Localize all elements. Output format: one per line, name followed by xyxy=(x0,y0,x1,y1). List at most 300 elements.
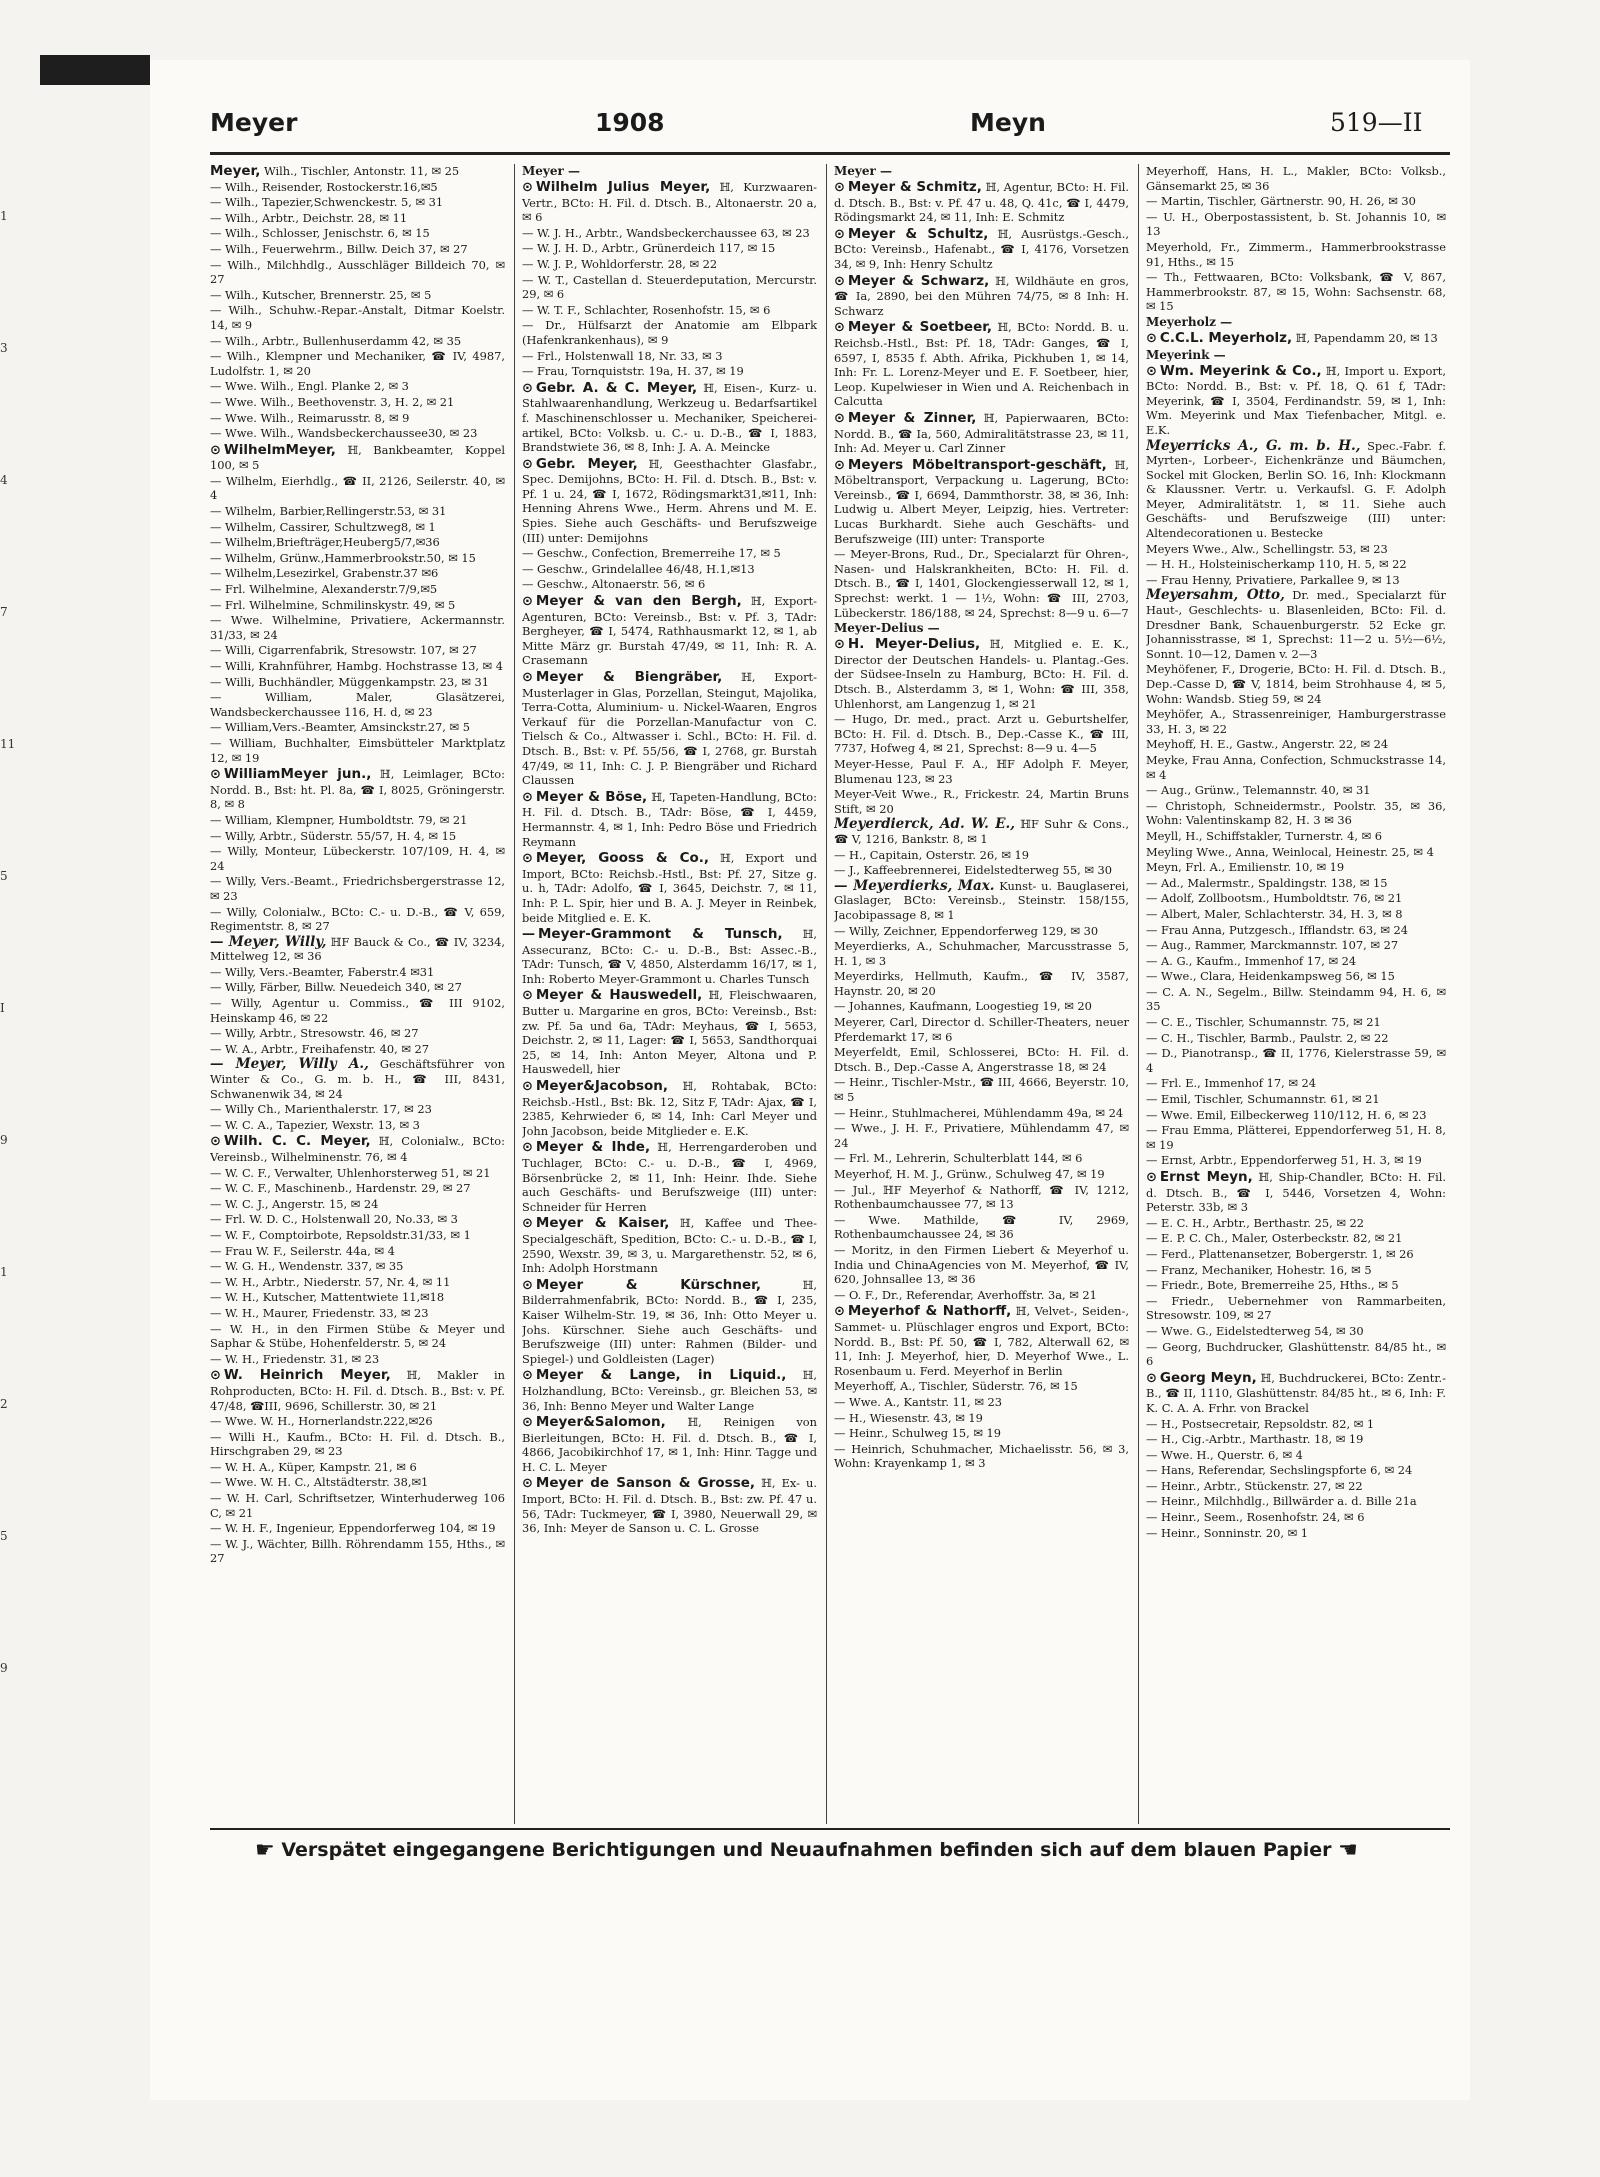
entry-text: ℍF Bauck & Co., ☎ IV, 3234, Mittelweg 12, ✉ 36 xyxy=(210,934,505,964)
entry-text: — Heinr., Arbtr., Stückenstr. 27, ✉ 22 xyxy=(1146,1478,1363,1493)
firm-entry xyxy=(522,927,817,986)
entry-text: — W. H. A., Küper, Kampstr. 21, ✉ 6 xyxy=(210,1459,417,1474)
entry-text: — Wilhelm,Lesezirkel, Grabenstr.37 ✉6 xyxy=(210,566,439,581)
directory-entry xyxy=(1146,860,1446,875)
entry-name: Ernst Meyn, xyxy=(1159,1169,1253,1185)
margin-fragment: I xyxy=(0,1001,5,1015)
entry-text: — W. J. H. D., Arbtr., Grünerdeich 117, ✉ 15 xyxy=(522,241,776,256)
firm-entry xyxy=(210,1368,505,1413)
section-head: Meyerholz — xyxy=(1146,314,1233,329)
entry-text: — W. T. F., Schlachter, Rosenhofstr. 15, ✉ 6 xyxy=(522,302,771,317)
entry-name: WilliamMeyer jun., xyxy=(223,766,372,783)
directory-entry xyxy=(834,1151,1129,1166)
entry-text: Meyn, Frl. A., Emilienstr. 10, ✉ 19 xyxy=(1146,860,1345,875)
firm-entry xyxy=(210,443,505,473)
directory-entry xyxy=(210,643,505,658)
directory-entry xyxy=(1146,1479,1446,1494)
column-divider xyxy=(826,164,827,1824)
directory-entry xyxy=(210,965,505,980)
directory-entry xyxy=(210,1212,505,1227)
entry-text: Kunst- u. Bauglaserei, Glaslager, BCto: Vereinsb., Steinstr. 158/155, Jacobipassage 8, ✉ 1 xyxy=(834,878,1129,922)
entry-text: ℍ, Mitglied e. E. K., Director der Deutschen Handels- u. Plantag.-Ges. der Südsee-Inseln zu Hamburg, BCto: H. Fil. d. Dtsch. B., Alsterdamm 3, ✉ 1, Wohn: ☎ III, 358, Uhlenhorst, am Langenzug 1, ✉ 21 xyxy=(834,637,1129,711)
directory-entry xyxy=(1146,891,1446,906)
entry-text: — W. T., Castellan d. Steuerdeputation, Mercurstr. 29, ✉ 6 xyxy=(522,272,817,302)
directory-entry xyxy=(1146,194,1446,209)
directory-entry xyxy=(210,180,505,195)
directory-entry xyxy=(210,566,505,581)
entry-text: — Wwe. Emil, Eilbeckerweg 110/112, H. 6, ✉ 23 xyxy=(1146,1107,1427,1122)
entry-text: — Willi, Krahnführer, Hambg. Hochstrasse 13, ✉ 4 xyxy=(210,659,503,673)
entry-text: — Willy, Färber, Billw. Neuedeich 340, ✉ 27 xyxy=(210,980,462,995)
entry-text: — Frl. M., Lehrerin, Schulterblatt 144, ✉ 6 xyxy=(834,1151,1083,1166)
entry-text: — Meyer-Brons, Rud., Dr., Specialarzt für Ohren-, Nasen- und Halskrankheiten, BCto: H. Fil. d. Dtsch. B., ☎ I, 1401, Glockengiesserwall 12, ✉ 1, Sprechst: werkt. 1 — 1½, Wohn: ☎ III, 2703, Lübeckerstr. 186/188, ✉ 24, Sprechst: 8—9 u. 6—7 xyxy=(834,547,1129,620)
directory-entry xyxy=(834,863,1129,878)
entry-text: — Wwe. Wilh., Beethovenstr. 3, H. 2, ✉ 21 xyxy=(210,394,455,409)
directory-entry xyxy=(1146,969,1446,984)
entry-text: Dr. med., Specialarzt für Haut-, Geschlechts- u. Blasenleiden, BCto: Fil. d. Dresdner Bank, Schauenburgerstr. 52 Ecke gr. Johannisstrasse, ✉ 1, Sprechst: 11—2 u. 5½—6½, Sonnt. 10—12, Damen v. 2—3 xyxy=(1146,588,1446,661)
entry-text: ℍ, Export und Import, BCto: Reichsb.-Hstl., Bst: Pf. 27, Sitze g. u. h, TAdr: Adolfo, ☎ I, 3645, Deichstr. 7, ✉ 11, Inh: P. L. Spir, hier und B. A. J. Meyer in Reinbek, beide Mitglied e. E. K. xyxy=(522,851,817,925)
header-name-right: Meyn xyxy=(970,108,1046,137)
directory-entry xyxy=(1146,1263,1446,1278)
entry-text: — Frl. E., Immenhof 17, ✉ 24 xyxy=(1146,1076,1317,1091)
entry-name: Meyer, xyxy=(210,164,261,179)
entry-text: — Willy, Monteur, Lübeckerstr. 107/109, H. 4, ✉ 24 xyxy=(210,844,505,873)
firm-mark-icon: ⊙ xyxy=(834,180,845,195)
entry-name: Meyer de Sanson & Grosse, xyxy=(535,1475,756,1492)
directory-entry xyxy=(1146,753,1446,782)
entry-text: — Wilh., Arbtr., Bullenhuserdamm 42, ✉ 35 xyxy=(210,333,462,348)
entry-text: — Heinr., Schulweg 15, ✉ 19 xyxy=(834,1426,1002,1441)
directory-entry xyxy=(210,1166,505,1181)
firm-entry xyxy=(522,988,817,1077)
entry-text: — W. H. Carl, Schriftsetzer, Winterhuderweg 106 C, ✉ 21 xyxy=(210,1491,505,1520)
entry-text: — Wilh., Klempner und Mechaniker, ☎ IV, 4987, Ludolfstr. 1, ✉ 20 xyxy=(210,349,505,378)
entry-text: ℍ, Kaffee und Thee-Specialgeschäft, Spedition, BCto: C.- u. D.-B., ☎ I, 2590, Wexstr. 39, ✉ 3, u. Margarethenstr. 52, ✉ 6, Inh: Adolph Horstmann xyxy=(522,1216,817,1276)
entry-name: W. Heinrich Meyer, xyxy=(223,1367,391,1384)
directory-entry xyxy=(834,1075,1129,1104)
firm-entry xyxy=(522,790,817,849)
directory-entry xyxy=(210,1042,505,1057)
entry-text: ℍ, Buchdruckerei, BCto: Zentr.-B., ☎ II, 1110, Glashüttenstr. 84/85 ht., ✉ 6, Inh: F. K. C. A. A. Frhr. von Brackel xyxy=(1146,1370,1446,1415)
entry-text: Meyerdirks, Hellmuth, Kaufm., ☎ IV, 3587, Haynstr. 20, ✉ 20 xyxy=(834,969,1129,998)
directory-entry xyxy=(210,334,505,349)
footer-rule xyxy=(210,1828,1450,1830)
entry-text: ℍ, Kurzwaaren-Vertr., BCto: H. Fil. d. Dtsch. B., Altonaerstr. 20 a, ✉ 6 xyxy=(522,180,817,225)
entry-text: — Heinrich, Schuhmacher, Michaelisstr. 56, ✉ 3, Wohn: Krayenkamp 1, ✉ 3 xyxy=(834,1441,1129,1471)
directory-entry xyxy=(834,999,1129,1014)
entry-text: — W. F., Comptoirbote, Repsoldstr.31/33, ✉ 1 xyxy=(210,1227,471,1242)
entry-text: — Heinr., Milchhdlg., Billwärder a. d. Bille 21a xyxy=(1146,1494,1417,1509)
firm-mark-icon: ⊙ xyxy=(834,1304,845,1320)
directory-entry xyxy=(834,1106,1129,1121)
entry-text: — Wwe. Wilhelmine, Privatiere, Ackermannstr. 31/33, ✉ 24 xyxy=(210,613,505,642)
entry-text: — Wwe., J. H. F., Privatiere, Mühlendamm 47, ✉ 24 xyxy=(834,1121,1129,1150)
entry-text: — E. P. C. Ch., Maler, Osterbeckstr. 82, ✉ 21 xyxy=(1146,1231,1403,1246)
directory-entry xyxy=(210,1290,505,1305)
entry-text: Meyerfeldt, Emil, Schlosserei, BCto: H. Fil. d. Dtsch. B., Dep.-Casse A, Angerstrasse 18, ✉ 24 xyxy=(834,1045,1129,1074)
firm-entry xyxy=(522,1368,817,1413)
firm-mark-icon: ⊙ xyxy=(210,442,221,458)
firm-entry xyxy=(522,457,817,546)
firm-entry xyxy=(834,411,1129,456)
entry-text: — Heinr., Sonninstr. 20, ✉ 1 xyxy=(1146,1525,1309,1540)
entry-name: Meyers Möbeltransport-geschäft, xyxy=(847,456,1107,473)
directory-entry xyxy=(834,879,1129,923)
entry-text: — Heinr., Tischler-Mstr., ☎ III, 4666, Beyerstr. 10, ✉ 5 xyxy=(834,1075,1129,1105)
entry-text: — Wilh., Kutscher, Brennerstr. 25, ✉ 5 xyxy=(210,287,432,302)
entry-text: — C. A. N., Segelm., Billw. Steindamm 94, H. 6, ✉ 35 xyxy=(1146,984,1446,1014)
entry-text: Meyling Wwe., Anna, Weinlocal, Heinestr. 25, ✉ 4 xyxy=(1146,844,1434,859)
entry-text: ℍ, Leimlager, BCto: Nordd. B., Bst: ht. Pl. 8a, ☎ I, 8025, Gröningerstr. 8, ✉ 8 xyxy=(210,767,505,812)
entry-text: — C. E., Tischler, Schumannstr. 75, ✉ 21 xyxy=(1146,1015,1381,1030)
directory-entry xyxy=(210,1430,505,1459)
entry-text: ℍ, Papendamm 20, ✉ 13 xyxy=(1292,330,1438,345)
entry-text: — William, Maler, Glasätzerei, Wandsbeckerchaussee 116, H. d, ✉ 23 xyxy=(210,690,505,719)
entry-text: — Ferd., Plattenansetzer, Bobergerstr. 1, ✉ 26 xyxy=(1146,1246,1414,1261)
entry-text: — Hans, Referendar, Sechslingspforte 6, ✉ 24 xyxy=(1146,1463,1413,1478)
directory-entry xyxy=(210,582,505,597)
firm-mark-icon: ⊙ xyxy=(522,1277,533,1293)
firm-entry xyxy=(210,1134,505,1164)
entry-text: — Frl. W. D. C., Holstenwall 20, No.33, ✉ 3 xyxy=(210,1212,458,1227)
section-head: Meyer-Delius — xyxy=(834,621,940,636)
firm-mark-icon: ⊙ xyxy=(522,380,533,396)
margin-fragment: 1 xyxy=(0,1265,8,1279)
entry-text: — Frau W. F., Seilerstr. 44a, ✉ 4 xyxy=(210,1243,395,1258)
directory-entry xyxy=(834,1015,1129,1044)
entry-text: — W. H., in den Firmen Stübe & Meyer und Saphar & Stübe, Hohenfelderstr. 5, ✉ 24 xyxy=(210,1321,505,1351)
entry-text: ℍ, Tapeten-Handlung, BCto: H. Fil. d. Dtsch. B., TAdr: Böse, ☎ I, 4459, Hermannstr. 4, ✉ 1, Inh: Pedro Böse und Friedrich Reymann xyxy=(522,789,817,849)
directory-entry xyxy=(210,598,505,613)
directory-entry xyxy=(834,1411,1129,1426)
directory-entry xyxy=(1146,954,1446,969)
entry-text: — W. C. J., Angerstr. 15, ✉ 24 xyxy=(210,1196,379,1211)
directory-entry xyxy=(522,546,817,561)
directory-entry xyxy=(210,1057,505,1101)
entry-text: ℍ, Colonialw., BCto: Vereinsb., Wilhelminenstr. 76, ✉ 4 xyxy=(210,1134,505,1164)
header-year: 1908 xyxy=(595,108,665,137)
entry-name: Meyer & van den Bergh, xyxy=(535,593,742,610)
directory-entry xyxy=(834,1243,1129,1287)
directory-entry xyxy=(210,675,505,690)
entry-text: — Ernst, Arbtr., Eppendorferweg 51, H. 3, ✉ 19 xyxy=(1146,1153,1422,1168)
entry-name: Wilhelm Julius Meyer, xyxy=(535,179,711,195)
directory-entry xyxy=(1146,783,1446,798)
firm-entry xyxy=(834,274,1129,319)
directory-entry xyxy=(210,613,505,642)
firm-mark-icon: ⊙ xyxy=(522,670,533,685)
entry-text: — Wwe., Clara, Heidenkampsweg 56, ✉ 15 xyxy=(1146,969,1395,984)
entry-text: Meyerer, Carl, Director d. Schiller-Theaters, neuer Pferdemarkt 17, ✉ 6 xyxy=(834,1015,1129,1044)
firm-mark-icon: ⊙ xyxy=(1146,330,1157,346)
firm-entry xyxy=(834,180,1129,225)
directory-entry xyxy=(210,736,505,765)
entry-text: — W. A., Arbtr., Freihafenstr. 40, ✉ 27 xyxy=(210,1041,430,1056)
directory-entry xyxy=(834,817,1129,846)
entry-text: Meyerhoff, Hans, H. L., Makler, BCto: Volksb., Gänsemarkt 25, ✉ 36 xyxy=(1146,164,1446,193)
entry-text: — H. H., Holsteinischerkamp 110, H. 5, ✉ 22 xyxy=(1146,557,1407,572)
directory-entry xyxy=(1146,1046,1446,1075)
firm-entry xyxy=(210,767,505,812)
entry-text: — Dr., Hülfsarzt der Anatomie am Elbpark (Hafenkrankenhaus), ✉ 9 xyxy=(522,318,817,347)
entry-text: — Willy, Colonialw., BCto: C.- u. D.-B., ☎ V, 659, Regimentstr. 8, ✉ 27 xyxy=(210,904,505,934)
entry-name: Meyer & Schultz, xyxy=(847,225,989,242)
entry-text: — E. C. H., Arbtr., Berthastr. 25, ✉ 22 xyxy=(1146,1215,1365,1230)
entry-text: — Wilh., Schuhw.-Repar.-Anstalt, Ditmar Koelstr. 14, ✉ 9 xyxy=(210,303,505,332)
page-header xyxy=(210,108,1450,148)
entry-text: ℍ, Möbeltransport, Verpackung u. Lagerung, BCto: Vereinsb., ☎ I, 6694, Dammthorstr. 38, ✉ 36, Inh: Ludwig u. Albert Meyer, Leipzig, hies. Vertreter: Lucas Burkhardt. Siehe auch Geschäfts- und Berufszweige (III) unter: Transporte xyxy=(834,457,1129,546)
entry-text: — Wilhelm,Briefträger,Heuberg5/7,✉36 xyxy=(210,535,440,550)
firm-entry xyxy=(522,180,817,225)
entry-name: Meyerdierck, Ad. W. E., xyxy=(834,816,1015,833)
entry-text: ℍ, Agentur, BCto: H. Fil. d. Dtsch. B., Bst: v. Pf. 47 u. 48, Q. 41c, ☎ I, 4479, Rödingsmarkt 24, ✉ 11, Inh: E. Schmitz xyxy=(834,180,1129,225)
firm-mark-icon: ⊙ xyxy=(522,1415,533,1431)
firm-entry xyxy=(522,670,817,788)
directory-entry xyxy=(1146,1015,1446,1030)
entry-name: Meyer & Lange, in Liquid., xyxy=(535,1367,787,1384)
directory-entry xyxy=(1146,1526,1446,1541)
entry-text: — Wilhelm, Cassirer, Schultzweg8, ✉ 1 xyxy=(210,519,436,534)
directory-entry xyxy=(1146,240,1446,269)
firm-mark-icon: ⊙ xyxy=(210,1368,221,1384)
entry-text: ℍ, Wildhäute en gros, ☎ Ia, 2890, bei den Mühren 74/75, ✉ 8 Inh: H. Schwarz xyxy=(834,273,1129,318)
firm-mark-icon: ⊙ xyxy=(834,226,845,242)
margin-fragment: 11 xyxy=(0,737,16,751)
directory-entry xyxy=(210,1414,505,1429)
entry-text: ℍ, Eisen-, Kurz- u. Stahlwaarenhandlung, Werkzeug u. Bedarfsartikel f. Maschinenschlosser u. Mechaniker, Speicherei-artikel, BCto: Volksb. u. C.- u. D.-B., ☎ I, 1883, Brandstwiete 36, ✉ 8, Inh: J. A. A. Meincke xyxy=(522,380,817,455)
directory-entry xyxy=(210,551,505,566)
entry-text: Meyer-Veit Wwe., R., Frickestr. 24, Martin Bruns Stift, ✉ 20 xyxy=(834,787,1129,816)
directory-entry xyxy=(1146,1123,1446,1152)
entry-text: — Wwe. H., Querstr. 6, ✉ 4 xyxy=(1146,1447,1303,1462)
entry-text: — Wilh., Milchhdlg., Ausschläger Billdeich 70, ✉ 27 xyxy=(210,257,505,287)
directory-entry xyxy=(1146,1324,1446,1339)
directory-entry xyxy=(834,1045,1129,1074)
entry-text: — Wwe. A., Kantstr. 11, ✉ 23 xyxy=(834,1394,1003,1409)
entry-name: Meyer & Schwarz, xyxy=(847,272,990,289)
entry-text: Meyers Wwe., Alw., Schellingstr. 53, ✉ 23 xyxy=(1146,541,1388,556)
directory-entry xyxy=(1146,1463,1446,1478)
entry-text: — Geschw., Confection, Bremerreihe 17, ✉ 5 xyxy=(522,546,781,561)
entry-text: ℍ, Holzhandlung, BCto: Vereinsb., gr. Bleichen 53, ✉ 36, Inh: Benno Meyer und Walter Lange xyxy=(522,1368,817,1413)
directory-entry xyxy=(1146,845,1446,860)
directory-entry xyxy=(210,288,505,303)
entry-text: — Frl., Holstenwall 18, Nr. 33, ✉ 3 xyxy=(522,348,723,363)
firm-entry xyxy=(1146,331,1446,347)
firm-entry xyxy=(522,381,817,455)
entry-text: — Wwe. W. H. C., Altstädterstr. 38,✉1 xyxy=(210,1475,429,1490)
directory-entry xyxy=(210,1197,505,1212)
directory-entry xyxy=(210,1102,505,1117)
column-divider xyxy=(514,164,515,1824)
directory-entry xyxy=(1146,907,1446,922)
directory-entry xyxy=(210,980,505,995)
directory-entry xyxy=(1146,557,1446,572)
entry-text: — H., Wiesenstr. 43, ✉ 19 xyxy=(834,1410,983,1425)
dash-mark: — xyxy=(522,927,535,943)
entry-name: Meyerricks A., G. m. b. H., xyxy=(1146,437,1361,454)
entry-text: — Willy, Vers.-Beamter, Faberstr.4 ✉31 xyxy=(210,964,435,979)
directory-entry xyxy=(210,242,505,257)
entry-text: — Moritz, in den Firmen Liebert & Meyerhof u. India und ChinaAgencies von M. Meyerhof, ☎ IV, 620, Johnsallee 13, ✉ 36 xyxy=(834,1242,1129,1287)
entry-text: — W. H. F., Ingenieur, Eppendorferweg 104, ✉ 19 xyxy=(210,1521,496,1536)
directory-entry xyxy=(1146,1494,1446,1509)
directory-entry xyxy=(834,547,1129,620)
firm-entry xyxy=(834,320,1129,409)
entry-name: Meyer&Jacobson, xyxy=(535,1078,669,1095)
directory-entry xyxy=(210,1491,505,1520)
entry-text: — U. H., Oberpostassistent, b. St. Johannis 10, ✉ 13 xyxy=(1146,209,1446,239)
directory-entry xyxy=(1146,1432,1446,1447)
directory-entry xyxy=(210,1322,505,1351)
entry-text: ℍ, Bankbeamter, Koppel 100, ✉ 5 xyxy=(210,442,505,473)
directory-entry xyxy=(210,1275,505,1290)
header-name-left: Meyer xyxy=(210,108,298,137)
entry-text: — Martin, Tischler, Gärtnerstr. 90, H. 26, ✉ 30 xyxy=(1146,194,1416,209)
directory-entry xyxy=(210,426,505,441)
directory-entry xyxy=(210,1537,505,1566)
firm-entry xyxy=(834,637,1129,711)
directory-entry xyxy=(834,1183,1129,1212)
directory-entry xyxy=(1146,985,1446,1014)
directory-entry xyxy=(834,1426,1129,1441)
firm-entry xyxy=(522,1415,817,1474)
entry-text: — D., Pianotransp., ☎ II, 1776, Kielerstrasse 59, ✉ 4 xyxy=(1146,1046,1446,1075)
firm-mark-icon: ⊙ xyxy=(1146,363,1157,379)
entry-name: Meyer&Salomon, xyxy=(535,1414,666,1431)
entry-text: ℍ, Ex- u. Import, BCto: H. Fil. d. Dtsch. B., Bst: zw. Pf. 47 u. 56, TAdr: Tuckmeyer, ☎ I, 3980, Neuerwall 29, ✉ 36, Inh: Meyer de Sanson u. C. L. Grosse xyxy=(522,1476,817,1536)
firm-mark-icon: ⊙ xyxy=(1146,1170,1157,1185)
entry-text: — W. C. F., Maschinenb., Hardenstr. 29, ✉ 27 xyxy=(210,1181,471,1196)
firm-mark-icon: ⊙ xyxy=(834,273,845,289)
firm-entry xyxy=(834,458,1129,547)
directory-entry xyxy=(1146,707,1446,736)
firm-mark-icon: ⊙ xyxy=(522,988,533,1004)
entry-text: — Wwe. Mathilde, ☎ IV, 2969, Rothenbaumchaussee 24, ✉ 36 xyxy=(834,1212,1129,1242)
directory-entry xyxy=(834,1379,1129,1394)
entry-name: Meyer & Biengräber, xyxy=(535,669,723,685)
directory-entry xyxy=(522,364,817,379)
firm-entry xyxy=(522,594,817,668)
column-3 xyxy=(834,164,1129,1824)
entry-text: — W. C. A., Tapezier, Wexstr. 13, ✉ 3 xyxy=(210,1117,420,1132)
firm-entry xyxy=(1146,1170,1446,1215)
entry-text: — Willy, Arbtr., Süderstr. 55/57, H. 4, ✉ 15 xyxy=(210,828,457,843)
entry-text: — Ad., Malermstr., Spaldingstr. 138, ✉ 15 xyxy=(1146,875,1388,890)
directory-entry xyxy=(1146,1108,1446,1123)
entry-text: ℍ, Export-Agenturen, BCto: Vereinsb., Bst: v. Pf. 3, TAdr: Bergheyer, ☎ I, 5474, Rathhausmarkt 12, ✉ 1, ab Mitte März gr. Burstah 47/49, ✉ 11, Inh: R. A. Crasemann xyxy=(522,594,817,668)
firm-mark-icon: ⊙ xyxy=(522,789,533,805)
directory-entry xyxy=(834,1395,1129,1410)
binding-tab xyxy=(40,55,150,85)
entry-text: ℍ, Export-Musterlager in Glas, Porzellan, Steingut, Majolika, Terra-Cotta, Aluminium- u. Nickel-Waaren, Engros Verkauf für die Porzellan-Manufactur von C. Tielsch & Co., Altwasser i. Schl., BCto: H. Fil. d. Dtsch. B., Bst: v. Pf. 55/56, ☎ I, 2768, gr. Burstah 47/49, ✉ 11, Inh: C. J. P. Biengräber und Richard Claussen xyxy=(522,670,817,788)
directory-entry xyxy=(210,1475,505,1490)
entry-text: Wilh., Tischler, Antonstr. 11, ✉ 25 xyxy=(260,164,460,178)
section-head: Meyerink — xyxy=(1146,347,1226,362)
entry-text: — Wwe. W. H., Hornerlandstr.222,✉26 xyxy=(210,1414,433,1429)
firm-mark-icon: ⊙ xyxy=(522,1368,533,1384)
entry-text: — J., Kaffeebrennerei, Eidelstedterweg 55, ✉ 30 xyxy=(834,863,1113,878)
directory-entry xyxy=(210,411,505,426)
column-head: Meyer — xyxy=(834,164,893,178)
entry-name: Meyer & Soetbeer, xyxy=(847,319,993,336)
entry-text: — A. G., Kaufm., Immenhof 17, ✉ 24 xyxy=(1146,953,1357,968)
entry-text: — Adolf, Zollbootsm., Humboldtstr. 76, ✉ 21 xyxy=(1146,891,1403,906)
entry-text: — Willi, Buchhändler, Müggenkampstr. 23, ✉ 31 xyxy=(210,674,490,689)
column-divider xyxy=(1138,164,1139,1824)
entry-text: — Jul., ℍF Meyerhof & Nathorff, ☎ IV, 1212, Rothenbaumchaussee 77, ✉ 13 xyxy=(834,1182,1129,1212)
directory-entry xyxy=(210,349,505,378)
entry-text: — H., Capitain, Osterstr. 26, ✉ 19 xyxy=(834,847,1030,862)
entry-text: ℍ, Fleischwaaren, Butter u. Margarine en gros, BCto: Vereinsb., Bst: zw. Pf. 5a und 6a, TAdr: Meyhaus, ☎ I, 5653, Deichstr. 2, ✉ 11, Lager: ☎ I, 5653, Sandthorquai 25, ✉ 14, Inh: Anton Meyer, Altona und P. Hauswedell, hier xyxy=(522,988,817,1077)
directory-entry xyxy=(210,1259,505,1274)
entry-text: — William, Buchhalter, Eimsbütteler Marktplatz 12, ✉ 19 xyxy=(210,735,505,765)
firm-mark-icon: ⊙ xyxy=(834,457,845,473)
entry-name: Meyer & Hauswedell, xyxy=(535,987,703,1004)
entry-name: C.C.L. Meyerholz, xyxy=(1159,329,1293,346)
entry-text: ℍF Suhr & Cons., ☎ V, 1216, Bankstr. 8, ✉ 1 xyxy=(834,817,1129,846)
entry-text: ℍ, Herrengarderoben und Tuchlager, BCto: C.- u. D.-B., ☎ I, 4969, Börsenbrücke 2, ✉ 11, Inh: Heinr. Ihde. Siehe auch Geschäfts- und Berufszweige (III) unter: Schneider für Herren xyxy=(522,1140,817,1214)
directory-entry xyxy=(210,844,505,873)
firm-mark-icon: ⊙ xyxy=(1146,1370,1157,1386)
directory-entry xyxy=(210,1026,505,1041)
firm-mark-icon: ⊙ xyxy=(522,1079,533,1095)
entry-text: — Geschw., Altonaerstr. 56, ✉ 6 xyxy=(522,577,706,592)
directory-entry xyxy=(210,659,505,674)
firm-mark-icon: ⊙ xyxy=(522,1140,533,1156)
entry-text: — Wilh., Arbtr., Deichstr. 28, ✉ 11 xyxy=(210,210,408,225)
entry-text: — Georg, Buchdrucker, Glashüttenstr. 84/85 ht., ✉ 6 xyxy=(1146,1339,1446,1369)
entry-text: — Willy, Arbtr., Stresowstr. 46, ✉ 27 xyxy=(210,1026,419,1041)
margin-fragment: 9 xyxy=(0,1133,8,1147)
directory-entry xyxy=(1146,1278,1446,1293)
directory-entry xyxy=(1146,542,1446,557)
entry-text: — W. J. P., Wohldorferstr. 28, ✉ 22 xyxy=(522,256,718,271)
entry-text: ℍ, Makler in Rohproducten, BCto: H. Fil. d. Dtsch. B., Bst: v. Pf. 47/48, ☎III, 9696, Schillerstr. 30, ✉ 21 xyxy=(210,1368,505,1413)
entry-name: — Meyer, Willy A., xyxy=(210,1056,369,1073)
entry-text: Meyhöfer, A., Strassenreiniger, Hamburgerstrasse 33, H. 3, ✉ 22 xyxy=(1146,707,1446,736)
entry-text: — Wwe. G., Eidelstedterweg 54, ✉ 30 xyxy=(1146,1323,1364,1338)
margin-fragment: 1 xyxy=(0,209,8,223)
entry-name: H. Meyer-Delius, xyxy=(847,636,981,653)
entry-text: — Frau Henny, Privatiere, Parkallee 9, ✉ 13 xyxy=(1146,572,1400,587)
entry-text: — Frl. Wilhelmine, Alexanderstr.7/9,✉5 xyxy=(210,582,438,597)
entry-text: — Willy, Agentur u. Commiss., ☎ III 9102, Heinskamp 46, ✉ 22 xyxy=(210,996,505,1025)
firm-entry xyxy=(522,1278,817,1367)
directory-entry xyxy=(834,1288,1129,1303)
entry-text: ℍ, Velvet-, Seiden-, Sammet- u. Plüschlager engros und Export, BCto: Nordd. B., Bst: Pf. 50, ☎ I, 782, Alterwall 62, ✉ 11, Inh: J. Meyerhof, hier, D. Meyerhof Wwe., L. Rosenbaum u. Ferd. Meyerhof in Berlin xyxy=(834,1304,1129,1378)
entry-text: — Franz, Mechaniker, Hohestr. 16, ✉ 5 xyxy=(1146,1262,1372,1277)
entry-text: Meyerhold, Fr., Zimmerm., Hammerbrookstrasse 91, Hths., ✉ 15 xyxy=(1146,239,1446,269)
entry-name: Wilh. C. C. Meyer, xyxy=(223,1133,371,1150)
directory-entry xyxy=(834,1213,1129,1242)
directory-entry xyxy=(1146,876,1446,891)
entry-name: Meyer & Ihde, xyxy=(535,1139,651,1156)
entry-text: — Wilhelm, Grünw.,Hammerbrookstr.50, ✉ 15 xyxy=(210,550,476,565)
entry-text: — Wilh., Tapezier,Schwenckestr. 5, ✉ 31 xyxy=(210,195,444,210)
directory-entry xyxy=(834,939,1129,968)
directory-entry xyxy=(522,226,817,241)
firm-mark-icon: ⊙ xyxy=(522,456,533,472)
entry-text: Geschäftsführer von Winter & Co., G. m. b. H., ☎ III, 8431, Schwanenwik 34, ✉ 24 xyxy=(210,1057,505,1101)
firm-entry xyxy=(522,1079,817,1138)
firm-entry xyxy=(522,851,817,925)
entry-text: Meyhoff, H. E., Gastw., Angerstr. 22, ✉ 24 xyxy=(1146,737,1389,752)
directory-entry xyxy=(210,303,505,332)
entry-name: Meyersahm, Otto, xyxy=(1146,587,1285,604)
entry-text: Meyerhoff, A., Tischler, Süderstr. 76, ✉ 15 xyxy=(834,1379,1078,1394)
entry-text: — Albert, Maler, Schlachterstr. 34, H. 3, ✉ 8 xyxy=(1146,906,1403,921)
